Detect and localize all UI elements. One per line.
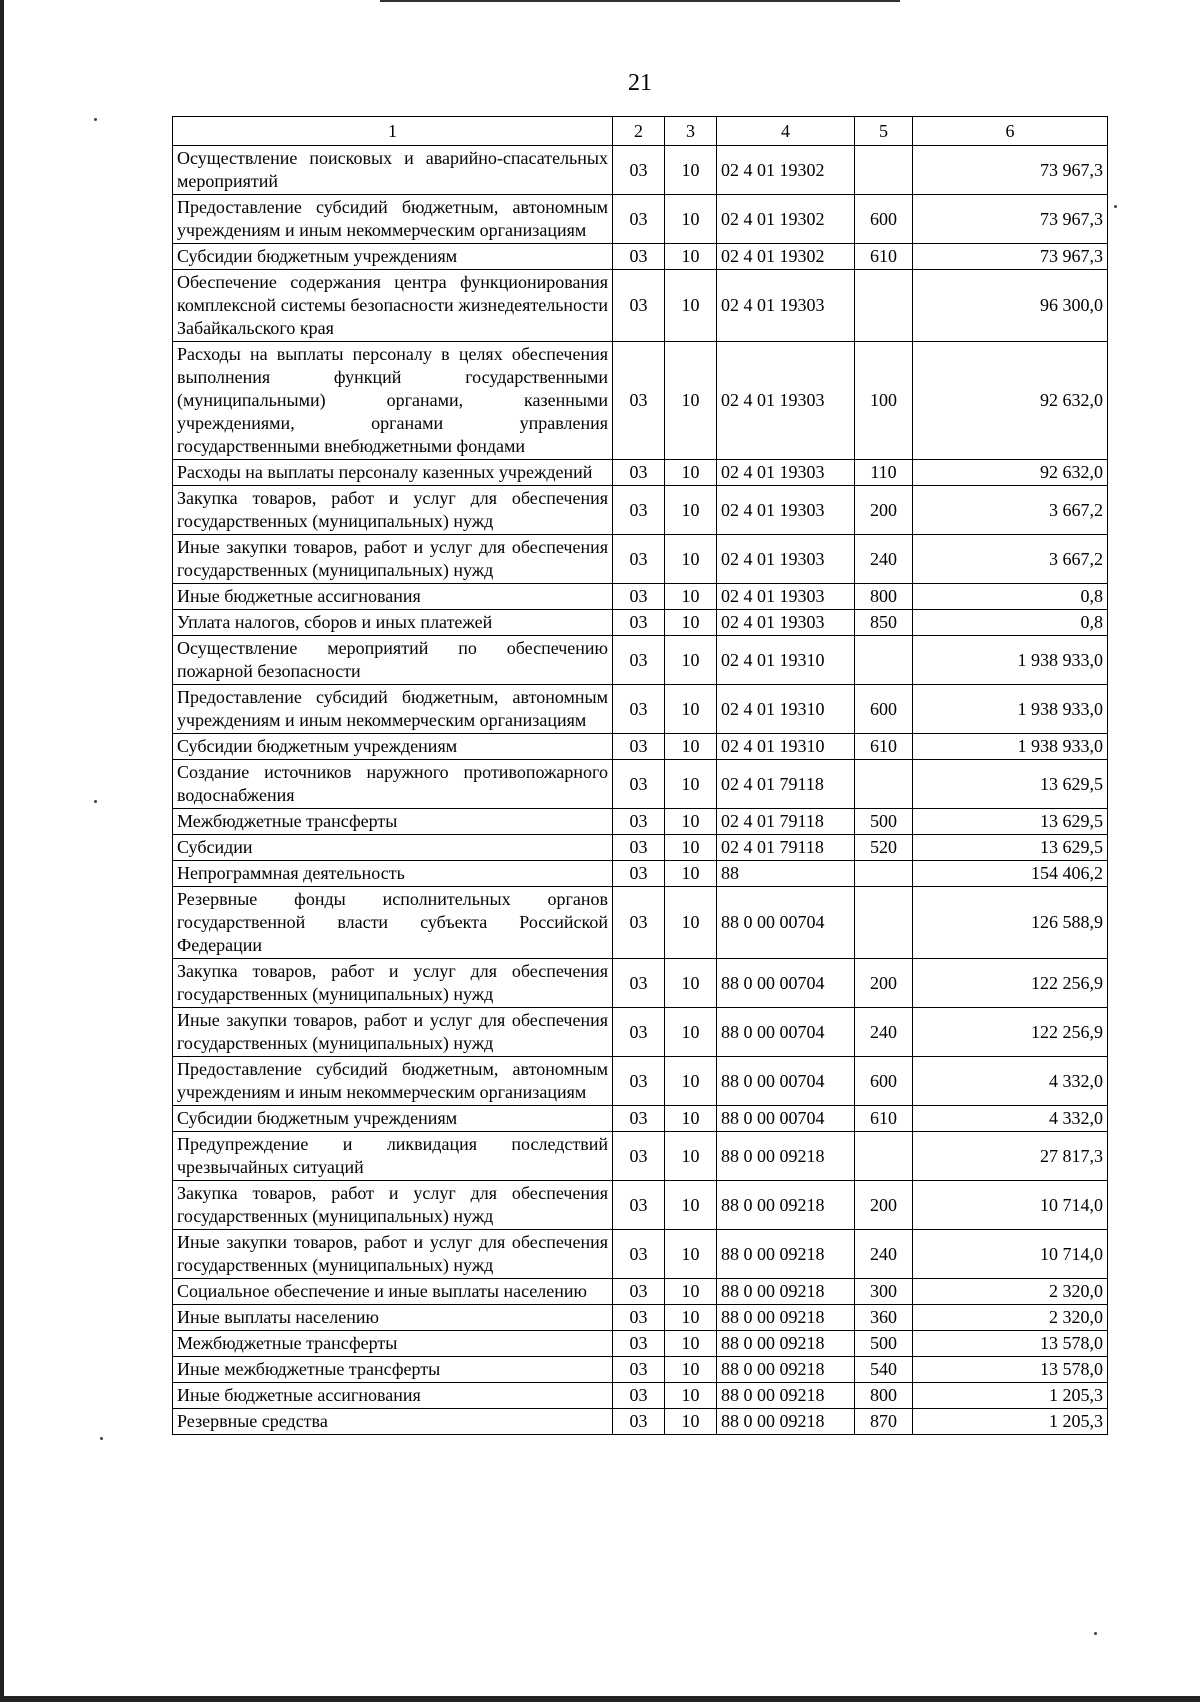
subsection-code-cell: 10 — [665, 1181, 717, 1230]
subsection-code-cell: 10 — [665, 460, 717, 486]
table-row — [173, 861, 1108, 887]
expense-type-cell: 110 — [855, 460, 913, 486]
expense-type-cell — [855, 760, 913, 809]
amount-cell: 126 588,9 — [913, 887, 1108, 959]
expense-type-cell: 610 — [855, 734, 913, 760]
table-row — [173, 1331, 1108, 1357]
target-article-cell: 02 4 01 19310 — [717, 636, 855, 685]
table-row — [173, 610, 1108, 636]
section-code-cell: 03 — [613, 460, 665, 486]
expense-type-cell: 800 — [855, 1383, 913, 1409]
expense-name-cell: Субсидии бюджетным учреждениям — [173, 734, 613, 760]
subsection-code-cell: 10 — [665, 146, 717, 195]
expense-type-cell: 100 — [855, 342, 913, 460]
expense-name-cell: Предупреждение и ликвидация последствий чрезвычайных ситуаций — [173, 1132, 613, 1181]
amount-cell: 13 629,5 — [913, 760, 1108, 809]
section-code-cell: 03 — [613, 195, 665, 244]
section-code-cell: 03 — [613, 535, 665, 584]
expense-name-cell: Уплата налогов, сборов и иных платежей — [173, 610, 613, 636]
section-code-cell: 03 — [613, 1132, 665, 1181]
target-article-cell: 02 4 01 19303 — [717, 460, 855, 486]
target-article-cell: 02 4 01 19302 — [717, 244, 855, 270]
amount-cell: 1 205,3 — [913, 1409, 1108, 1435]
amount-cell: 13 578,0 — [913, 1331, 1108, 1357]
expense-name-cell: Закупка товаров, работ и услуг для обеспечения государственных (муниципальных) нужд — [173, 959, 613, 1008]
expense-type-cell: 600 — [855, 195, 913, 244]
subsection-code-cell: 10 — [665, 636, 717, 685]
scan-speck — [94, 800, 97, 803]
table-row — [173, 835, 1108, 861]
subsection-code-cell: 10 — [665, 1331, 717, 1357]
section-code-cell: 03 — [613, 486, 665, 535]
column-header-2: 2 — [613, 117, 665, 146]
table-row — [173, 1230, 1108, 1279]
amount-cell: 13 629,5 — [913, 809, 1108, 835]
section-code-cell: 03 — [613, 1279, 665, 1305]
amount-cell: 3 667,2 — [913, 535, 1108, 584]
amount-cell: 73 967,3 — [913, 195, 1108, 244]
target-article-cell: 02 4 01 19303 — [717, 486, 855, 535]
column-header-6: 6 — [913, 117, 1108, 146]
table-row — [173, 1106, 1108, 1132]
expense-type-cell — [855, 270, 913, 342]
amount-cell: 1 205,3 — [913, 1383, 1108, 1409]
subsection-code-cell: 10 — [665, 734, 717, 760]
table-row — [173, 1057, 1108, 1106]
section-code-cell: 03 — [613, 861, 665, 887]
scan-speck — [100, 1437, 103, 1440]
scan-top-edge — [380, 0, 900, 2]
expense-type-cell: 600 — [855, 685, 913, 734]
expense-type-cell: 540 — [855, 1357, 913, 1383]
target-article-cell: 88 0 00 00704 — [717, 887, 855, 959]
target-article-cell: 88 0 00 09218 — [717, 1132, 855, 1181]
table-row — [173, 244, 1108, 270]
subsection-code-cell: 10 — [665, 195, 717, 244]
section-code-cell: 03 — [613, 146, 665, 195]
subsection-code-cell: 10 — [665, 861, 717, 887]
expense-name-cell: Осуществление мероприятий по обеспечению пожарной безопасности — [173, 636, 613, 685]
expense-type-cell — [855, 861, 913, 887]
table-row — [173, 1008, 1108, 1057]
expense-type-cell: 850 — [855, 610, 913, 636]
column-header-4: 4 — [717, 117, 855, 146]
section-code-cell: 03 — [613, 270, 665, 342]
expense-type-cell: 360 — [855, 1305, 913, 1331]
table-row — [173, 685, 1108, 734]
expense-type-cell: 800 — [855, 584, 913, 610]
table-row — [173, 584, 1108, 610]
expense-name-cell: Непрограммная деятельность — [173, 861, 613, 887]
target-article-cell: 88 0 00 09218 — [717, 1331, 855, 1357]
expense-name-cell: Иные выплаты населению — [173, 1305, 613, 1331]
amount-cell: 10 714,0 — [913, 1181, 1108, 1230]
target-article-cell: 02 4 01 79118 — [717, 835, 855, 861]
target-article-cell: 88 0 00 09218 — [717, 1230, 855, 1279]
amount-cell: 0,8 — [913, 610, 1108, 636]
target-article-cell: 02 4 01 19303 — [717, 584, 855, 610]
amount-cell: 92 632,0 — [913, 460, 1108, 486]
expense-type-cell: 520 — [855, 835, 913, 861]
subsection-code-cell: 10 — [665, 959, 717, 1008]
subsection-code-cell: 10 — [665, 809, 717, 835]
subsection-code-cell: 10 — [665, 1106, 717, 1132]
expense-name-cell: Субсидии — [173, 835, 613, 861]
target-article-cell: 02 4 01 19310 — [717, 734, 855, 760]
scan-bottom-edge — [0, 1696, 1200, 1702]
expense-type-cell — [855, 636, 913, 685]
amount-cell: 4 332,0 — [913, 1106, 1108, 1132]
section-code-cell: 03 — [613, 1305, 665, 1331]
scan-speck — [1094, 1632, 1097, 1635]
subsection-code-cell: 10 — [665, 1305, 717, 1331]
table-row — [173, 1305, 1108, 1331]
target-article-cell: 88 0 00 00704 — [717, 1057, 855, 1106]
expense-name-cell: Предоставление субсидий бюджетным, автономным учреждениям и иным некоммерческим организациям — [173, 1057, 613, 1106]
amount-cell: 10 714,0 — [913, 1230, 1108, 1279]
target-article-cell: 88 0 00 09218 — [717, 1357, 855, 1383]
column-header-5: 5 — [855, 117, 913, 146]
table-row — [173, 1181, 1108, 1230]
expense-name-cell: Создание источников наружного противопожарного водоснабжения — [173, 760, 613, 809]
expense-name-cell: Резервные средства — [173, 1409, 613, 1435]
amount-cell: 1 938 933,0 — [913, 636, 1108, 685]
target-article-cell: 02 4 01 19303 — [717, 535, 855, 584]
table-row — [173, 760, 1108, 809]
expense-type-cell — [855, 146, 913, 195]
table-row — [173, 342, 1108, 460]
target-article-cell: 88 0 00 09218 — [717, 1409, 855, 1435]
amount-cell: 27 817,3 — [913, 1132, 1108, 1181]
expense-type-cell: 200 — [855, 959, 913, 1008]
subsection-code-cell: 10 — [665, 1008, 717, 1057]
subsection-code-cell: 10 — [665, 1230, 717, 1279]
amount-cell: 1 938 933,0 — [913, 734, 1108, 760]
target-article-cell: 02 4 01 19302 — [717, 146, 855, 195]
target-article-cell: 02 4 01 19303 — [717, 610, 855, 636]
section-code-cell: 03 — [613, 636, 665, 685]
expense-type-cell: 610 — [855, 244, 913, 270]
amount-cell: 13 629,5 — [913, 835, 1108, 861]
expense-type-cell: 240 — [855, 535, 913, 584]
section-code-cell: 03 — [613, 887, 665, 959]
amount-cell: 2 320,0 — [913, 1305, 1108, 1331]
expense-name-cell: Резервные фонды исполнительных органов государственной власти субъекта Российской Федерации — [173, 887, 613, 959]
expense-name-cell: Иные бюджетные ассигнования — [173, 1383, 613, 1409]
table-row — [173, 270, 1108, 342]
expense-name-cell: Иные межбюджетные трансферты — [173, 1357, 613, 1383]
subsection-code-cell: 10 — [665, 1132, 717, 1181]
table-row — [173, 486, 1108, 535]
table-row — [173, 1279, 1108, 1305]
table-row — [173, 1132, 1108, 1181]
amount-cell: 73 967,3 — [913, 146, 1108, 195]
scan-speck — [1114, 205, 1117, 208]
table-row — [173, 959, 1108, 1008]
expense-type-cell: 240 — [855, 1230, 913, 1279]
expense-type-cell: 870 — [855, 1409, 913, 1435]
expense-type-cell: 240 — [855, 1008, 913, 1057]
budget-table — [172, 116, 1108, 1435]
expense-name-cell: Иные бюджетные ассигнования — [173, 584, 613, 610]
scan-left-edge — [0, 0, 4, 1702]
expense-name-cell: Предоставление субсидий бюджетным, автономным учреждениям и иным некоммерческим организациям — [173, 685, 613, 734]
subsection-code-cell: 10 — [665, 535, 717, 584]
table-row — [173, 535, 1108, 584]
subsection-code-cell: 10 — [665, 835, 717, 861]
target-article-cell: 02 4 01 19303 — [717, 270, 855, 342]
target-article-cell: 88 0 00 09218 — [717, 1181, 855, 1230]
expense-type-cell: 500 — [855, 1331, 913, 1357]
expense-type-cell: 610 — [855, 1106, 913, 1132]
column-header-3: 3 — [665, 117, 717, 146]
expense-name-cell: Субсидии бюджетным учреждениям — [173, 1106, 613, 1132]
table-row — [173, 734, 1108, 760]
section-code-cell: 03 — [613, 342, 665, 460]
subsection-code-cell: 10 — [665, 270, 717, 342]
amount-cell: 92 632,0 — [913, 342, 1108, 460]
expense-type-cell — [855, 887, 913, 959]
column-header-1: 1 — [173, 117, 613, 146]
page-number: 21 — [628, 70, 652, 96]
amount-cell: 122 256,9 — [913, 959, 1108, 1008]
target-article-cell: 88 0 00 00704 — [717, 959, 855, 1008]
expense-name-cell: Иные закупки товаров, работ и услуг для обеспечения государственных (муниципальных) нужд — [173, 1230, 613, 1279]
amount-cell: 13 578,0 — [913, 1357, 1108, 1383]
expense-name-cell: Обеспечение содержания центра функционирования комплексной системы безопасности жизнедеятельности Забайкальского края — [173, 270, 613, 342]
expense-name-cell: Закупка товаров, работ и услуг для обеспечения государственных (муниципальных) нужд — [173, 1181, 613, 1230]
table-row — [173, 887, 1108, 959]
subsection-code-cell: 10 — [665, 1383, 717, 1409]
target-article-cell: 88 0 00 09218 — [717, 1279, 855, 1305]
section-code-cell: 03 — [613, 760, 665, 809]
subsection-code-cell: 10 — [665, 610, 717, 636]
expense-type-cell: 500 — [855, 809, 913, 835]
section-code-cell: 03 — [613, 734, 665, 760]
table-row — [173, 195, 1108, 244]
target-article-cell: 88 0 00 00704 — [717, 1008, 855, 1057]
section-code-cell: 03 — [613, 1383, 665, 1409]
amount-cell: 96 300,0 — [913, 270, 1108, 342]
table-header-row — [173, 117, 1108, 146]
target-article-cell: 02 4 01 79118 — [717, 760, 855, 809]
subsection-code-cell: 10 — [665, 342, 717, 460]
table-row — [173, 1409, 1108, 1435]
expense-name-cell: Расходы на выплаты персоналу в целях обеспечения выполнения функций государственными (муниципальными) органами, казенными учреждениями, органами управления государственными внебюджетными фондами — [173, 342, 613, 460]
subsection-code-cell: 10 — [665, 244, 717, 270]
subsection-code-cell: 10 — [665, 1057, 717, 1106]
target-article-cell: 02 4 01 19303 — [717, 342, 855, 460]
target-article-cell: 02 4 01 79118 — [717, 809, 855, 835]
table-row — [173, 146, 1108, 195]
expense-type-cell — [855, 1132, 913, 1181]
amount-cell: 2 320,0 — [913, 1279, 1108, 1305]
amount-cell: 154 406,2 — [913, 861, 1108, 887]
expense-name-cell: Субсидии бюджетным учреждениям — [173, 244, 613, 270]
expense-name-cell: Предоставление субсидий бюджетным, автономным учреждениям и иным некоммерческим организациям — [173, 195, 613, 244]
section-code-cell: 03 — [613, 1181, 665, 1230]
section-code-cell: 03 — [613, 1106, 665, 1132]
target-article-cell: 02 4 01 19310 — [717, 685, 855, 734]
table-row — [173, 809, 1108, 835]
expense-name-cell: Осуществление поисковых и аварийно-спасательных мероприятий — [173, 146, 613, 195]
target-article-cell: 02 4 01 19302 — [717, 195, 855, 244]
subsection-code-cell: 10 — [665, 584, 717, 610]
section-code-cell: 03 — [613, 809, 665, 835]
expense-type-cell: 200 — [855, 1181, 913, 1230]
subsection-code-cell: 10 — [665, 887, 717, 959]
target-article-cell: 88 0 00 09218 — [717, 1383, 855, 1409]
table-row — [173, 1357, 1108, 1383]
scan-speck — [94, 118, 97, 121]
section-code-cell: 03 — [613, 1357, 665, 1383]
section-code-cell: 03 — [613, 244, 665, 270]
subsection-code-cell: 10 — [665, 760, 717, 809]
expense-type-cell: 600 — [855, 1057, 913, 1106]
amount-cell: 0,8 — [913, 584, 1108, 610]
expense-type-cell: 200 — [855, 486, 913, 535]
table-body — [173, 146, 1108, 1435]
subsection-code-cell: 10 — [665, 1409, 717, 1435]
amount-cell: 122 256,9 — [913, 1008, 1108, 1057]
subsection-code-cell: 10 — [665, 1279, 717, 1305]
expense-name-cell: Социальное обеспечение и иные выплаты населению — [173, 1279, 613, 1305]
section-code-cell: 03 — [613, 1008, 665, 1057]
section-code-cell: 03 — [613, 1230, 665, 1279]
target-article-cell: 88 — [717, 861, 855, 887]
table-row — [173, 1383, 1108, 1409]
section-code-cell: 03 — [613, 959, 665, 1008]
expense-name-cell: Межбюджетные трансферты — [173, 1331, 613, 1357]
table-row — [173, 636, 1108, 685]
target-article-cell: 88 0 00 09218 — [717, 1305, 855, 1331]
amount-cell: 3 667,2 — [913, 486, 1108, 535]
amount-cell: 1 938 933,0 — [913, 685, 1108, 734]
section-code-cell: 03 — [613, 835, 665, 861]
section-code-cell: 03 — [613, 1331, 665, 1357]
expense-name-cell: Закупка товаров, работ и услуг для обеспечения государственных (муниципальных) нужд — [173, 486, 613, 535]
section-code-cell: 03 — [613, 1409, 665, 1435]
table-row — [173, 460, 1108, 486]
expense-name-cell: Иные закупки товаров, работ и услуг для обеспечения государственных (муниципальных) нужд — [173, 1008, 613, 1057]
section-code-cell: 03 — [613, 1057, 665, 1106]
section-code-cell: 03 — [613, 610, 665, 636]
expense-name-cell: Расходы на выплаты персоналу казенных учреждений — [173, 460, 613, 486]
subsection-code-cell: 10 — [665, 685, 717, 734]
subsection-code-cell: 10 — [665, 1357, 717, 1383]
expense-type-cell: 300 — [855, 1279, 913, 1305]
target-article-cell: 88 0 00 00704 — [717, 1106, 855, 1132]
section-code-cell: 03 — [613, 685, 665, 734]
amount-cell: 4 332,0 — [913, 1057, 1108, 1106]
section-code-cell: 03 — [613, 584, 665, 610]
amount-cell: 73 967,3 — [913, 244, 1108, 270]
expense-name-cell: Иные закупки товаров, работ и услуг для обеспечения государственных (муниципальных) нужд — [173, 535, 613, 584]
subsection-code-cell: 10 — [665, 486, 717, 535]
expense-name-cell: Межбюджетные трансферты — [173, 809, 613, 835]
